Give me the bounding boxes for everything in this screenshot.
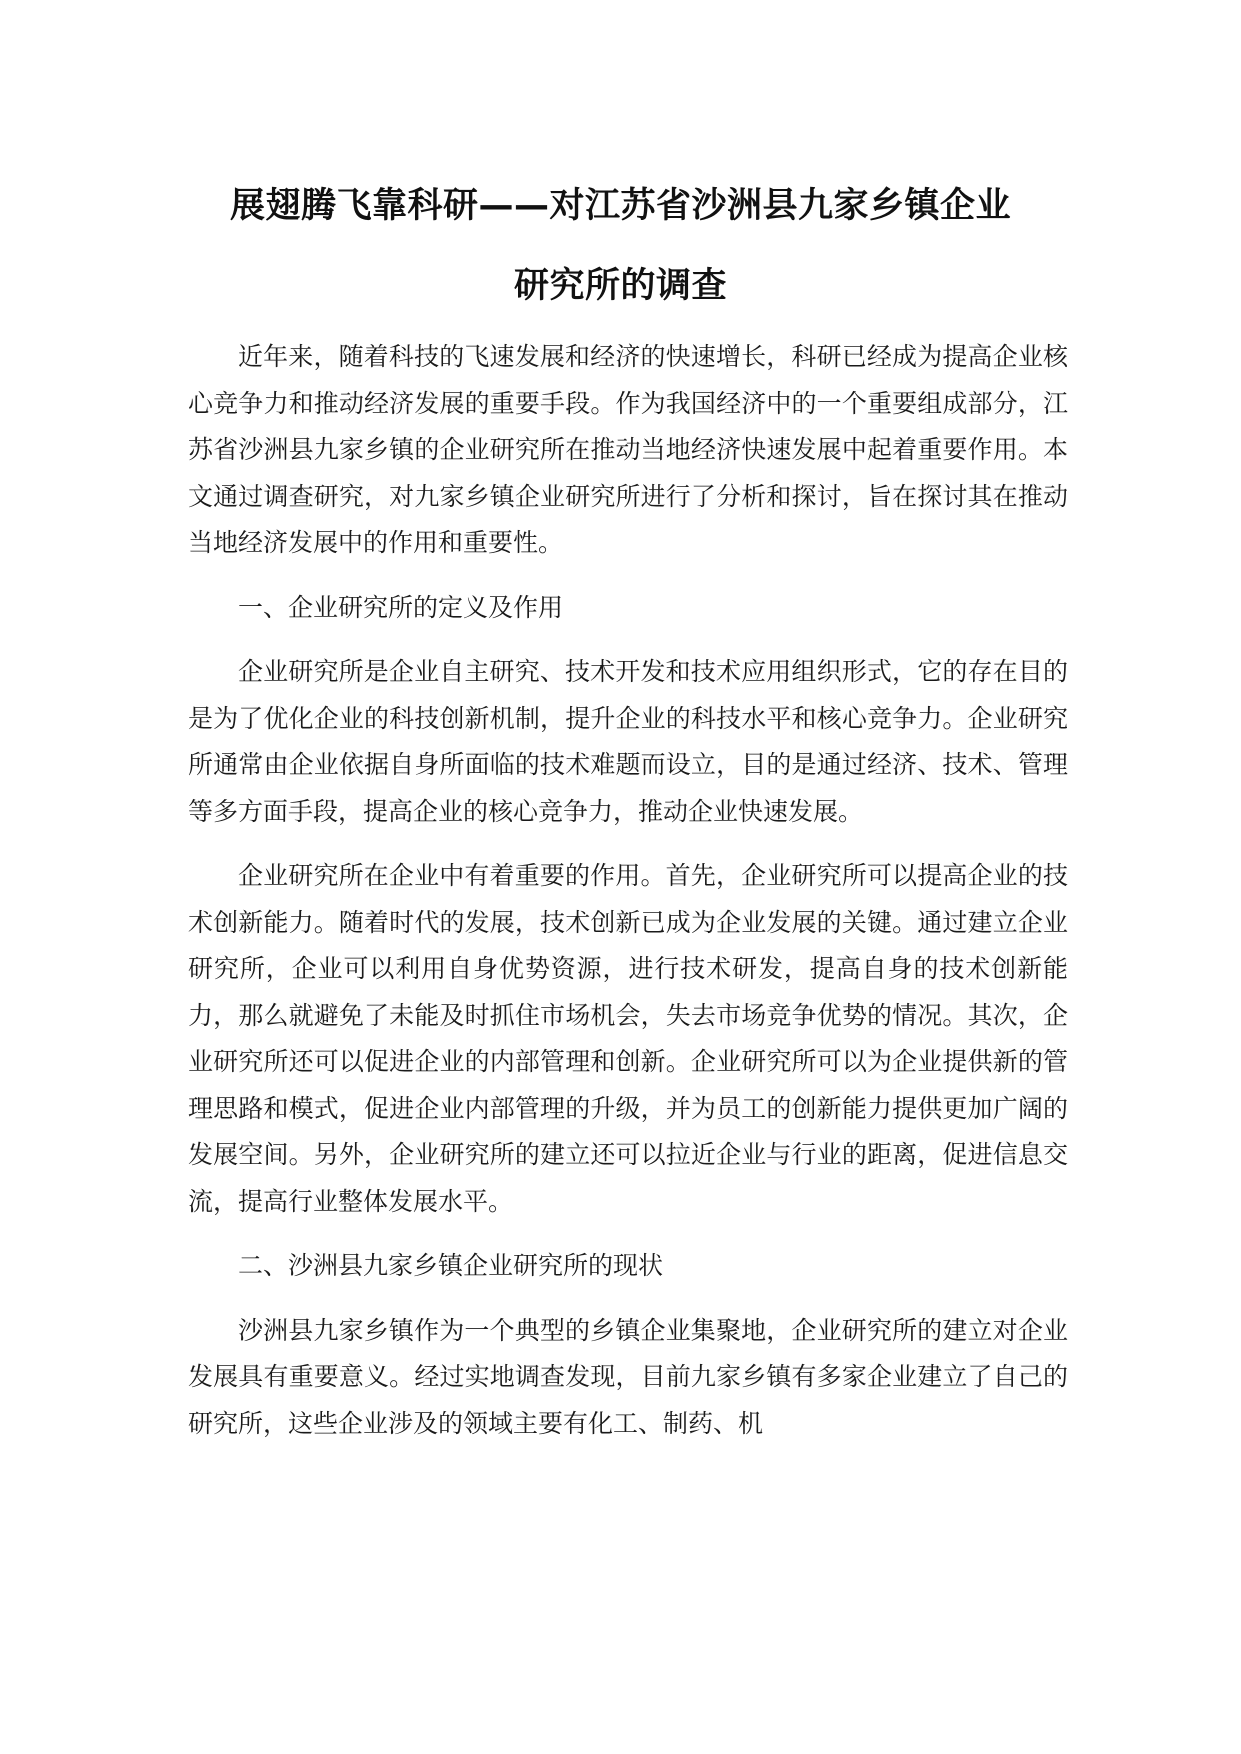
paragraph-status: 沙洲县九家乡镇作为一个典型的乡镇企业集聚地，企业研究所的建立对企业发展具有重要意义。经过实地调查发现，目前九家乡镇有多家企业建立了自己的研究所，这些企业涉及的领域主要有化工、制药、机 <box>188 1315 1068 1438</box>
section-heading-2: 二、沙洲县九家乡镇企业研究所的现状 <box>238 1251 664 1280</box>
paragraph-role: 企业研究所在企业中有着重要的作用。首先，企业研究所可以提高企业的技术创新能力。随着时代的发展，技术创新已成为企业发展的关键。通过建立企业研究所，企业可以利用自身优势资源，进行技术研发，提高自身的技术创新能力，那么就避免了未能及时抓住市场机会，失去市场竞争优势的情况。其次，企业研究所还可以促进企业的内部管理和创新。企业研究所可以为企业提供新的管理思路和模式，促进企业内部管理的升级，并为员工的创新能力提供更加广阔的发展空间。另外，企业研究所的建立还可以拉近企业与行业的距离，促进信息交流，提高行业整体发展水平。 <box>188 861 1068 1216</box>
section-heading-1: 一、企业研究所的定义及作用 <box>238 592 564 622</box>
document-body <box>188 334 1068 1465</box>
paragraph-definition: 企业研究所是企业自主研究、技术开发和技术应用组织形式，它的存在目的是为了优化企业的科技创新机制，提升企业的科技水平和核心竞争力。企业研究所通常由企业依据自身所面临的技术难题而设立，目的是通过经济、技术、管理等多方面手段，提高企业的核心竞争力，推动企业快速发展。 <box>188 657 1068 826</box>
document-title-line-1: 展翅腾飞靠科研——对江苏省沙洲县九家乡镇企业 <box>229 186 1011 226</box>
document-title-line-2: 研究所的调查 <box>513 266 727 306</box>
paragraph-intro: 近年来，随着科技的飞速发展和经济的快速增长，科研已经成为提高企业核心竞争力和推动经济发展的重要手段。作为我国经济中的一个重要组成部分，江苏省沙洲县九家乡镇的企业研究所在推动当地经济快速发展中起着重要作用。本文通过调查研究，对九家乡镇企业研究所进行了分析和探讨，旨在探讨其在推动当地经济发展中的作用和重要性。 <box>188 342 1068 557</box>
